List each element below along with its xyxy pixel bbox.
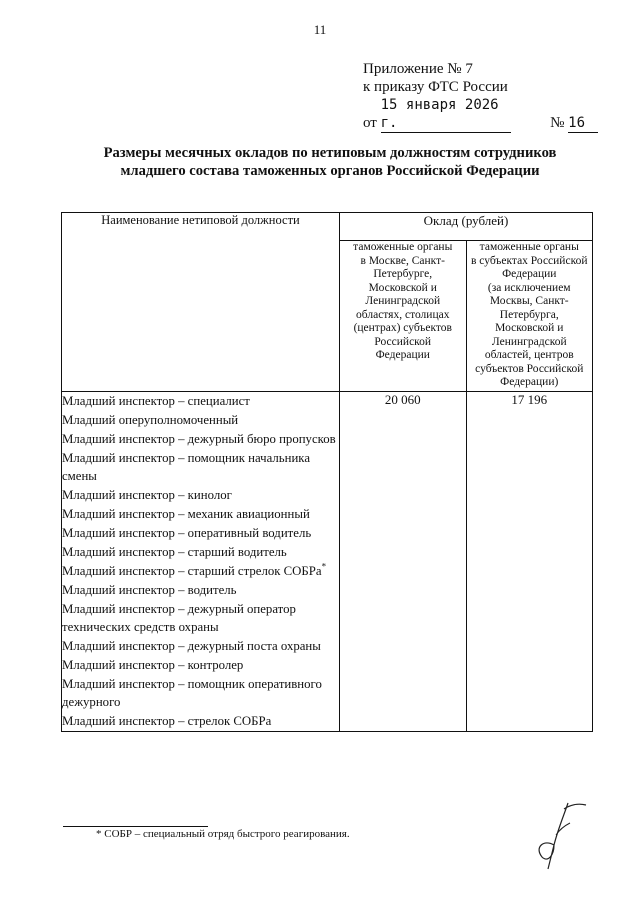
subheader-line: Московской и: [368, 281, 437, 294]
subheader-line: областях, столицах: [356, 308, 450, 321]
subheader-line: (центрах) субъектов: [353, 322, 452, 334]
subheader-regions-text: [467, 241, 593, 390]
subheader-line: Петербурга,: [499, 308, 559, 321]
header-position-name: Наименование нетиповой должности: [62, 213, 340, 392]
title-line-1: Размеры месячных окладов по нетиповым должностям сотрудников: [103, 145, 557, 161]
subheader-line: Российской: [374, 335, 432, 348]
position-item: [62, 486, 339, 504]
subheader-line: в Москве, Санкт-: [360, 254, 445, 267]
subheader-line: (за исключением: [487, 281, 571, 294]
position-label: Младший инспектор – механик авиационный: [62, 507, 310, 521]
position-item: [62, 392, 339, 410]
salary-moscow: 20 060: [340, 392, 467, 732]
position-label: Младший инспектор – старший стрелок СОБРа: [62, 564, 322, 578]
position-item: [62, 600, 339, 636]
position-item: [62, 562, 339, 580]
position-item: [62, 712, 339, 730]
subheader-line: Федерации): [500, 376, 559, 388]
position-item: [62, 430, 339, 448]
position-item: [62, 505, 339, 523]
document-title: [40, 144, 620, 180]
position-label: Младший инспектор – контролер: [62, 658, 244, 672]
position-item: [62, 656, 339, 674]
number-prefix: №: [550, 115, 565, 131]
position-label: Младший инспектор – старший водитель: [62, 545, 287, 559]
position-item: [62, 524, 339, 542]
position-label: Младший инспектор – помощник начальника смены: [62, 451, 311, 483]
position-label: Младший инспектор – дежурный бюро пропусков: [62, 432, 336, 446]
subheader-line: Федерации: [375, 349, 430, 361]
table-header-row: [62, 213, 593, 241]
subheader-line: Федерации: [502, 268, 557, 280]
salary-regions: 17 196: [466, 392, 593, 732]
signature-icon: [520, 795, 590, 875]
positions-cell: [62, 392, 340, 732]
position-label: Младший инспектор – кинолог: [62, 488, 232, 502]
subheader-line: Москвы, Санкт-: [489, 295, 569, 307]
position-label: Младший оперуполномоченный: [62, 413, 239, 427]
subheader-regions: [466, 241, 593, 392]
table-body-row: [62, 392, 593, 732]
position-label: Младший инспектор – стрелок СОБРа: [62, 714, 272, 728]
footnote-divider: [63, 826, 208, 827]
subheader-moscow: [340, 241, 467, 392]
position-label: Младший инспектор – дежурный поста охраны: [62, 639, 321, 653]
position-label: Младший инспектор – помощник оперативного дежурного: [62, 677, 322, 709]
subheader-line: субъектов Российской: [475, 362, 584, 375]
position-item: [62, 449, 339, 485]
header-salary: Оклад (рублей): [340, 213, 593, 241]
subheader-line: областей, центров: [484, 349, 574, 361]
position-item: [62, 543, 339, 561]
page-number: 11: [313, 22, 327, 37]
footnote-marker: *: [321, 561, 327, 572]
subheader-line: Ленинградской: [365, 295, 441, 307]
date-prefix: от: [363, 115, 377, 131]
title-line-2: младшего состава таможенных органов Российской Федерации: [120, 163, 540, 179]
order-number: 16: [568, 115, 586, 131]
position-item: [62, 675, 339, 711]
subheader-line: таможенные органы: [353, 241, 453, 253]
subheader-line: Московской и: [495, 322, 564, 334]
position-label: Младший инспектор – специалист: [62, 394, 250, 408]
position-label: Младший инспектор – оперативный водитель: [62, 526, 312, 540]
position-label: Младший инспектор – дежурный оператор технических средств охраны: [62, 602, 296, 634]
appendix-title: Приложение № 7: [363, 61, 473, 77]
subheader-line: Ленинградской: [491, 335, 567, 348]
appendix-date-line: [363, 96, 598, 133]
salary-table: [61, 212, 593, 732]
position-item: [62, 411, 339, 429]
subheader-line: в субъектах Российской: [471, 254, 588, 267]
subheader-line: таможенные органы: [479, 241, 579, 253]
position-item: [62, 637, 339, 655]
footnote: * СОБР – специальный отряд быстрого реагирования.: [96, 828, 350, 840]
position-label: Младший инспектор – водитель: [62, 583, 237, 597]
subheader-line: Петербурге,: [373, 268, 433, 280]
order-date: 15 января 2026 г.: [380, 97, 499, 131]
appendix-block: [363, 60, 598, 133]
position-item: [62, 581, 339, 599]
appendix-order: к приказу ФТС России: [363, 79, 508, 95]
subheader-moscow-text: [340, 241, 466, 363]
